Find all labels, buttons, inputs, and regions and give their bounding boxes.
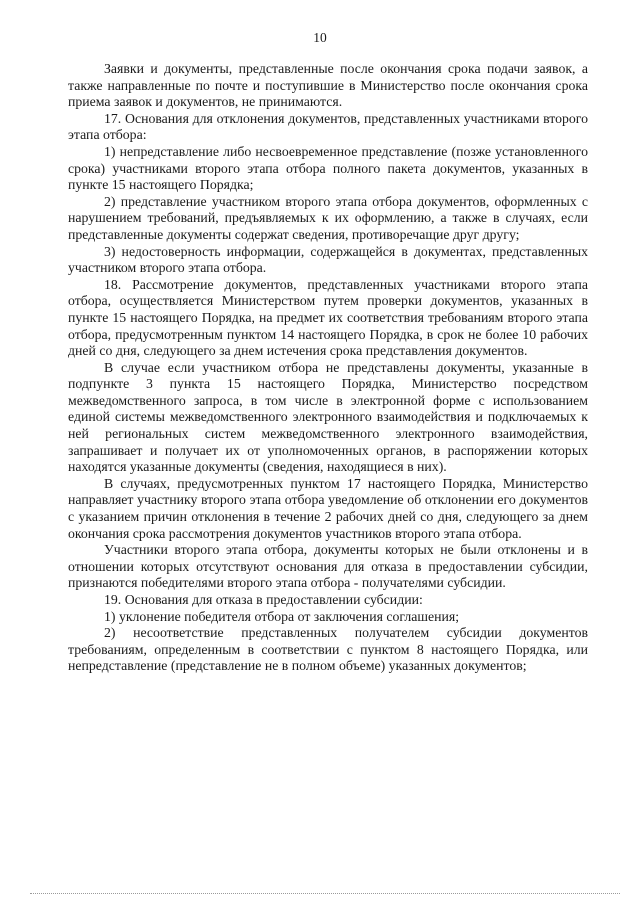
paragraph-18: 18. Рассмотрение документов, представленных участниками второго этапа отбора, осуществляется Министерством путем проверки документов, указанных в пункте 15 настоящего Порядка, на предмет их соответствия требованиям второго этапа отбора, предусмотренным пунктом 14 настоящего Порядка, в срок не более 10 рабочих дней со дня, следующего за днем истечения срока представления документов. bbox=[68, 276, 588, 359]
paragraph-19-heading: 19. Основания для отказа в предоставлении субсидии: bbox=[104, 592, 423, 607]
paragraph-17-heading: 17. Основания для отклонения документов, представленных участниками второго этапа отбора: bbox=[68, 110, 588, 143]
page-bottom-divider bbox=[30, 893, 620, 894]
paragraph-17-item-2: 2) представление участником второго этапа отбора документов, оформленных с нарушением требований, предъявляемых к их оформлению, а также в случаях, если представленные документы содержат сведения, противоречащие друг другу; bbox=[68, 193, 588, 242]
paragraph-late-submissions: Заявки и документы, представленные после окончания срока подачи заявок, а также направленные по почте и поступившие в Министерство после окончания срока приема заявок и документов, не принимаются. bbox=[68, 61, 588, 110]
paragraph-rejection-notice: В случаях, предусмотренных пунктом 17 настоящего Порядка, Министерство направляет участнику второго этапа отбора уведомление об отклонении его документов с указанием причин отклонения в течение 2 рабочих дней со дня, следующего за днем окончания срока рассмотрения документов участников второго этапа отбора. bbox=[68, 475, 588, 541]
document-body bbox=[68, 61, 588, 675]
page-number: 10 bbox=[313, 30, 327, 45]
paragraph-interagency-request: В случае если участником отбора не представлены документы, указанные в подпункте 3 пункта 15 настоящего Порядка, Министерство посредством межведомственного запроса, в том числе в электронной форме с использованием единой системы межведомственного электронного взаимодействия и подключаемых к ней региональных систем межведомственного электронного взаимодействия, запрашивает и получает их от уполномоченных органов, в распоряжении которых находятся указанные документы (сведения, находящиеся в них). bbox=[68, 359, 588, 475]
paragraph-19-item-1: 1) уклонение победителя отбора от заключения соглашения; bbox=[104, 608, 460, 624]
paragraph-17-item-1: 1) непредставление либо несвоевременное представление (позже установленного срока) участниками второго этапа отбора полного пакета документов, указанных в пункте 15 настоящего Порядка; bbox=[68, 143, 588, 193]
paragraph-17-item-3: 3) недостоверность информации, содержащейся в документах, представленных участником второго этапа отбора. bbox=[68, 243, 588, 276]
paragraph-winners: Участники второго этапа отбора, документы которых не были отклонены и в отношении которых отсутствуют основания для отказа в предоставлении субсидии, признаются победителями второго этапа отбора - получателями субсидии. bbox=[68, 542, 588, 591]
paragraph-19-item-2: 2) несоответствие представленных получателем субсидии документов требованиям, определенным в соответствии с пунктом 8 настоящего Порядка, или непредставление (представление не в полном объеме) указанных документов; bbox=[68, 625, 588, 674]
